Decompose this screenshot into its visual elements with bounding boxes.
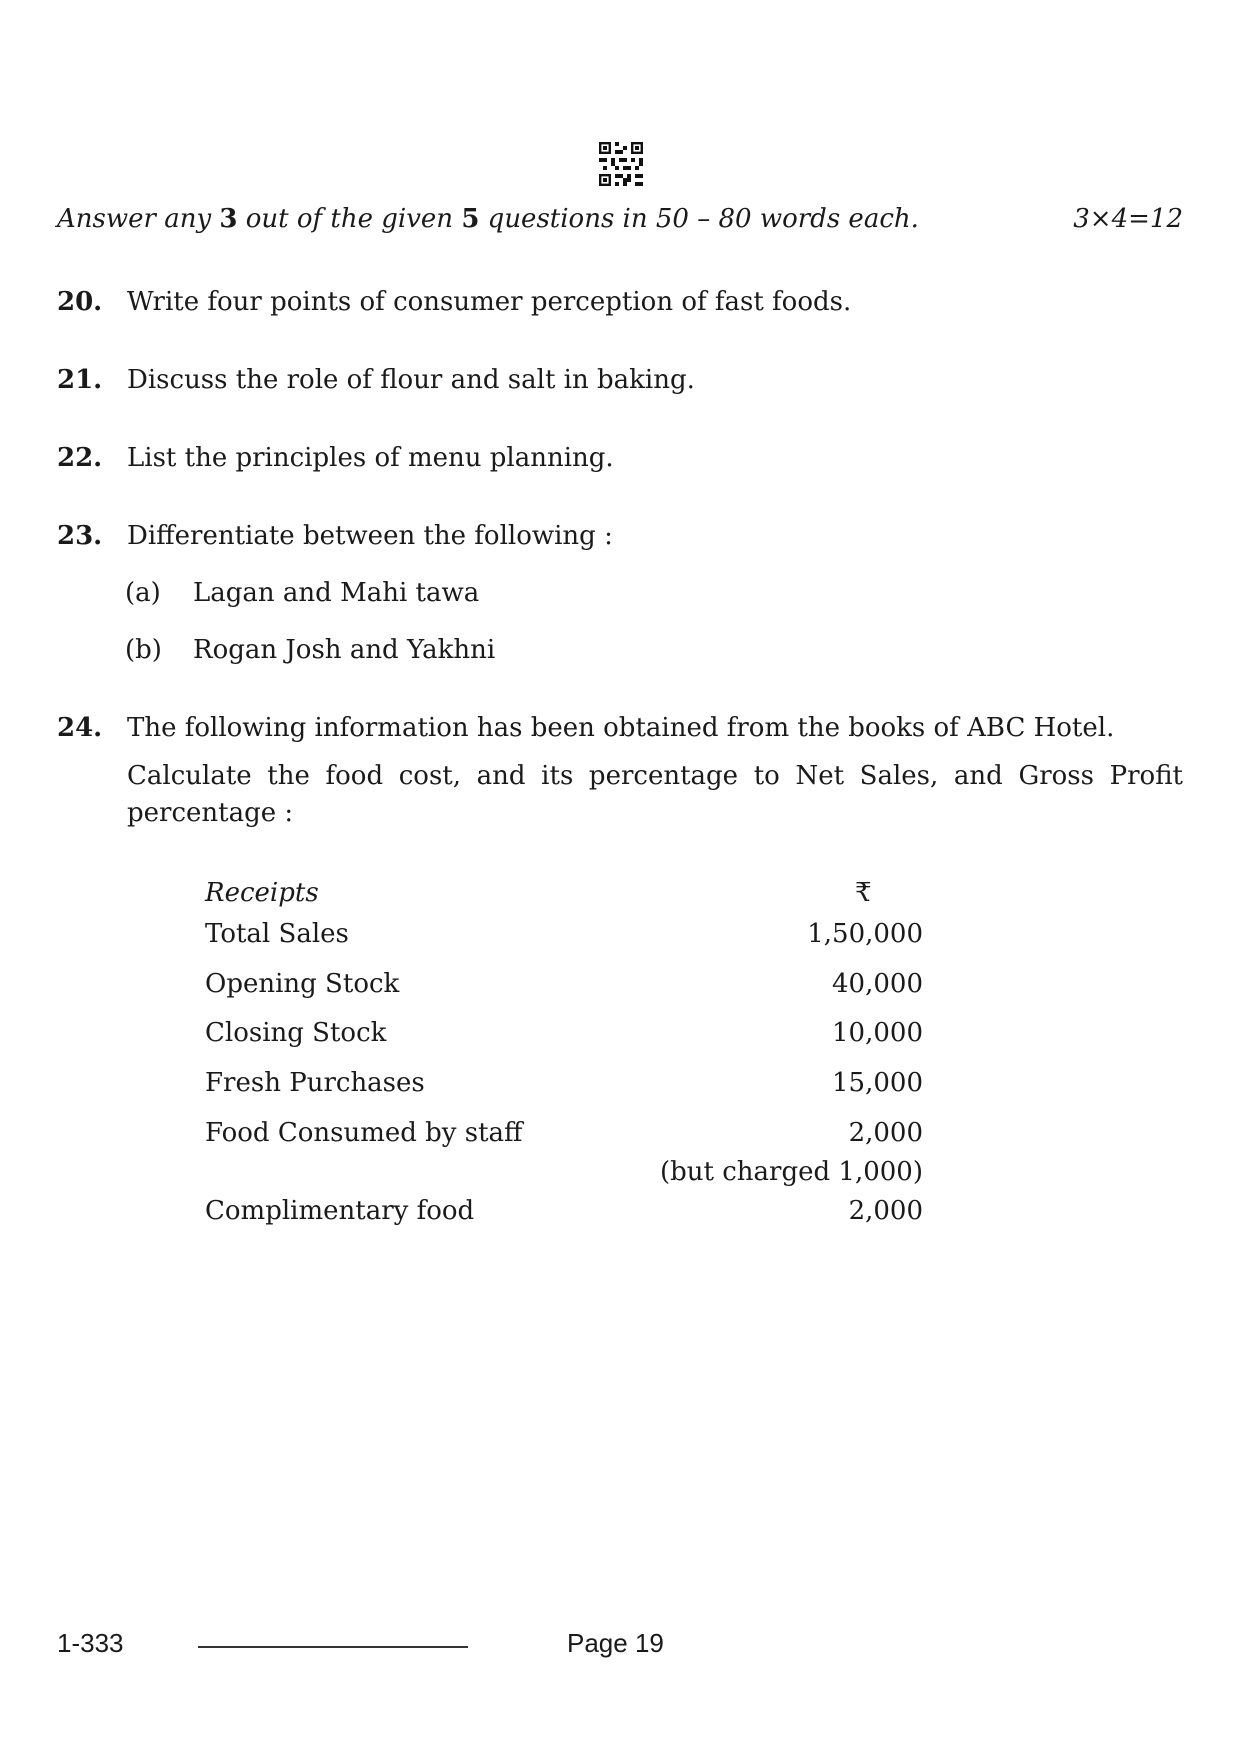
row-label: Food Consumed by staff bbox=[205, 1118, 523, 1148]
sub-question-label: (b) bbox=[125, 635, 162, 665]
currency-symbol: ₹ bbox=[855, 878, 872, 908]
instruction-text: Answer any 3 out of the given 5 questions in 50 – 80 words each. bbox=[57, 204, 919, 234]
question-number: 22. bbox=[57, 443, 103, 473]
row-value: 40,000 bbox=[832, 969, 923, 999]
row-value: 2,000 bbox=[848, 1118, 923, 1148]
footer-divider bbox=[198, 1646, 468, 1648]
question-text: Differentiate between the following : bbox=[127, 521, 613, 551]
row-value: 1,50,000 bbox=[807, 919, 923, 949]
row-value: (but charged 1,000) bbox=[660, 1157, 923, 1187]
row-label: Total Sales bbox=[205, 919, 349, 949]
section-instructions bbox=[57, 204, 1183, 244]
table-row-note bbox=[205, 1154, 923, 1191]
row-value: 2,000 bbox=[848, 1196, 923, 1226]
row-label: Complimentary food bbox=[205, 1196, 475, 1226]
row-value: 10,000 bbox=[832, 1018, 923, 1048]
question-number: 20. bbox=[57, 287, 103, 317]
page-number: Page 19 bbox=[567, 1628, 664, 1658]
sub-question-text: Rogan Josh and Yakhni bbox=[193, 635, 496, 665]
qr-code bbox=[599, 142, 643, 186]
row-value: 15,000 bbox=[832, 1068, 923, 1098]
question-text: Write four points of consumer perception of fast foods. bbox=[127, 287, 852, 317]
table-row bbox=[205, 1015, 923, 1052]
sub-question-label: (a) bbox=[125, 578, 161, 608]
row-label: Fresh Purchases bbox=[205, 1068, 425, 1098]
question-number: 24. bbox=[57, 713, 103, 743]
table-row bbox=[205, 1193, 923, 1230]
question-text: Discuss the role of flour and salt in baking. bbox=[127, 365, 695, 395]
table-header bbox=[205, 875, 923, 912]
row-label: Closing Stock bbox=[205, 1018, 387, 1048]
question-text: Calculate the food cost, and its percentage to Net Sales, and Gross Profit percentage : bbox=[127, 761, 1183, 828]
table-header-label: Receipts bbox=[205, 878, 319, 908]
table-row bbox=[205, 1065, 923, 1102]
question-number: 21. bbox=[57, 365, 103, 395]
table-row bbox=[205, 916, 923, 953]
sub-question-text: Lagan and Mahi tawa bbox=[193, 578, 480, 608]
row-label: Opening Stock bbox=[205, 969, 400, 999]
marks-allocation: 3×4=12 bbox=[1073, 204, 1183, 234]
question-text: List the principles of menu planning. bbox=[127, 443, 614, 473]
question-number: 23. bbox=[57, 521, 103, 551]
table-row bbox=[205, 1115, 923, 1152]
paper-code: 1-333 bbox=[57, 1628, 124, 1658]
question-text: The following information has been obtained from the books of ABC Hotel. bbox=[127, 713, 1115, 743]
table-row bbox=[205, 966, 923, 1003]
